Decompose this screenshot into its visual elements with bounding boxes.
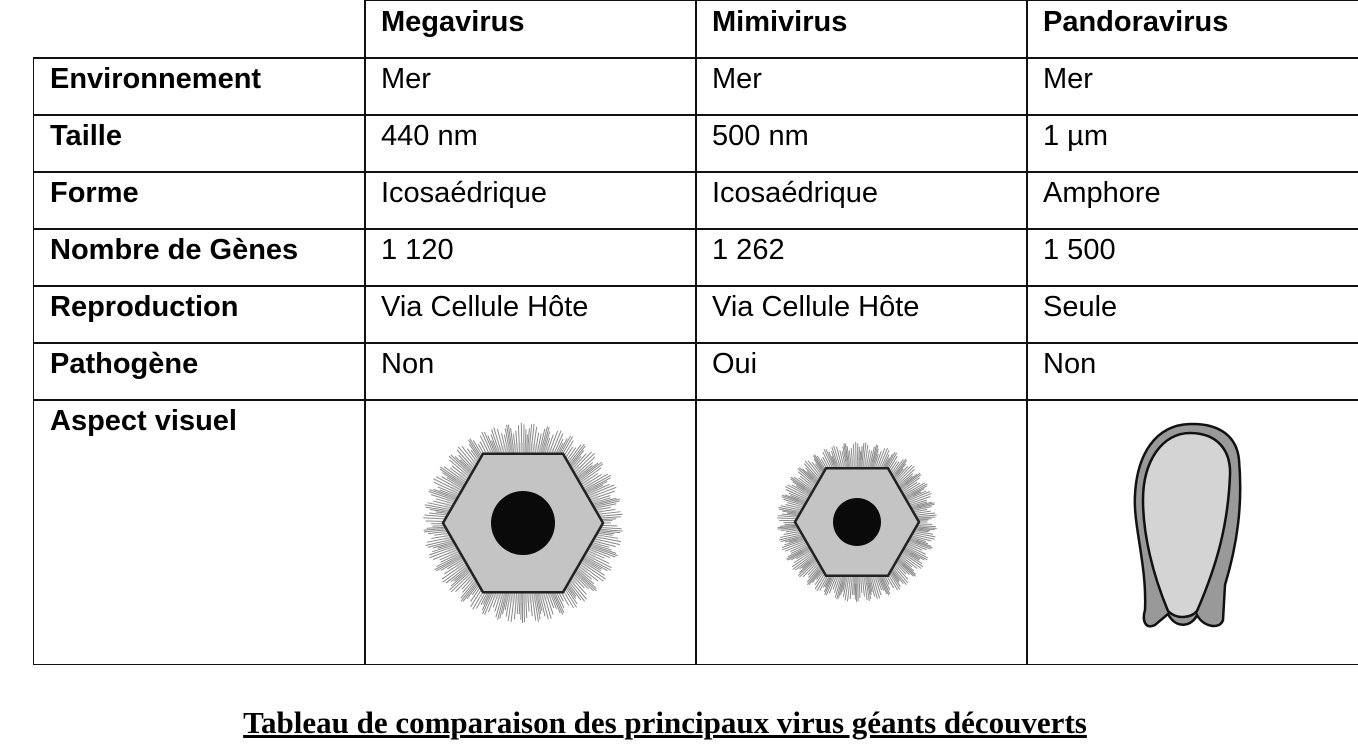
table-cell: Seule — [1026, 285, 1358, 344]
column-header: Mimivirus — [695, 0, 1028, 59]
table-cell: Via Cellule Hôte — [695, 285, 1028, 344]
table-cell: Oui — [695, 342, 1028, 401]
table-cell: Icosaédrique — [695, 171, 1028, 230]
row-label: Taille — [33, 114, 366, 173]
table-cell: Mer — [695, 57, 1028, 116]
table-cell: Non — [364, 342, 697, 401]
pandoravirus-illustration — [1125, 415, 1265, 645]
empty-corner-cell — [33, 0, 366, 59]
table-cell: 440 nm — [364, 114, 697, 173]
row-label: Nombre de Gènes — [33, 228, 366, 287]
table-cell: 1 262 — [695, 228, 1028, 287]
column-header: Megavirus — [364, 0, 697, 59]
table-cell: Via Cellule Hôte — [364, 285, 697, 344]
row-label: Reproduction — [33, 285, 366, 344]
table-caption: Tableau de comparaison des principaux virus géants découverts — [243, 705, 1087, 740]
row-label: Environnement — [33, 57, 366, 116]
table-cell: 1 µm — [1026, 114, 1358, 173]
table-cell: Mer — [1026, 57, 1358, 116]
column-header: Pandoravirus — [1026, 0, 1358, 59]
table-cell: Mer — [364, 57, 697, 116]
row-label: Aspect visuel — [33, 399, 366, 665]
table-cell: 1 120 — [364, 228, 697, 287]
table-cell: Icosaédrique — [364, 171, 697, 230]
table-cell: Amphore — [1026, 171, 1358, 230]
row-label: Pathogène — [33, 342, 366, 401]
megavirus-illustration — [413, 413, 633, 633]
row-label: Forme — [33, 171, 366, 230]
table-cell: 1 500 — [1026, 228, 1358, 287]
table-cell: 500 nm — [695, 114, 1028, 173]
table-cell: Non — [1026, 342, 1358, 401]
mimivirus-illustration — [767, 432, 947, 612]
